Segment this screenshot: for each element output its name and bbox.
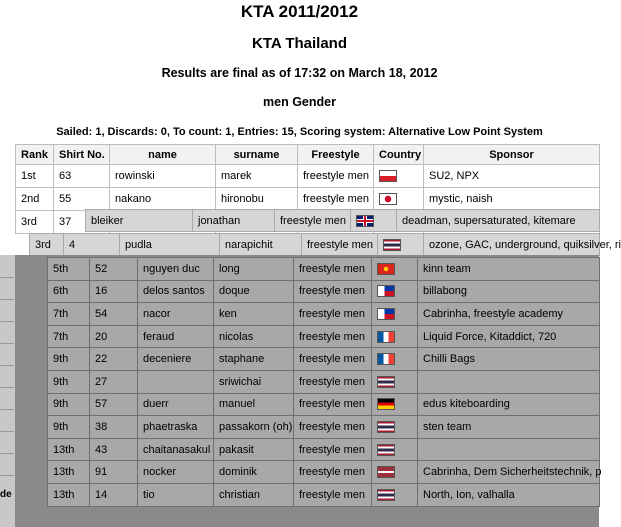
column-header-surname: surname	[216, 145, 298, 165]
freestyle-cell: freestyle men	[294, 483, 372, 506]
sponsor-cell: Cabrinha, Dem Sicherheitstechnik, p	[418, 461, 600, 484]
freestyle-cell: freestyle men	[298, 188, 374, 211]
overlay-fragment-row	[29, 233, 621, 256]
shirt-cell: 14	[90, 483, 138, 506]
japan-flag-icon	[379, 193, 397, 205]
country-cell	[372, 461, 418, 484]
surname-cell: christian	[214, 483, 294, 506]
vietnam-flag-icon	[377, 263, 395, 275]
shirt-cell: 37	[54, 211, 110, 234]
column-header-name: name	[110, 145, 216, 165]
rank-cell: 9th	[48, 370, 90, 393]
country-cell	[372, 483, 418, 506]
column-header-freestyle: Freestyle	[298, 145, 374, 165]
germany-flag-icon	[377, 398, 395, 410]
shirt-cell: 57	[90, 393, 138, 416]
freestyle-cell: freestyle men	[294, 280, 372, 303]
shirt-cell: 22	[90, 348, 138, 371]
country-cell	[351, 210, 397, 232]
name-cell: nguyen duc	[138, 258, 214, 281]
sponsor-cell: billabong	[418, 280, 600, 303]
rank-cell: 13th	[48, 483, 90, 506]
thailand-flag-icon	[377, 421, 395, 433]
rank-cell: 2nd	[16, 188, 54, 211]
rank-cell: 7th	[48, 303, 90, 326]
country-cell	[372, 348, 418, 371]
shirt-cell: 38	[90, 416, 138, 439]
table-row	[48, 438, 600, 461]
country-cell	[372, 280, 418, 303]
thailand-flag-icon	[377, 489, 395, 501]
sponsor-cell: Cabrinha, freestyle academy	[418, 303, 600, 326]
freestyle-cell: freestyle men	[302, 234, 378, 256]
country-cell	[372, 258, 418, 281]
name-cell: delos santos	[138, 280, 214, 303]
freestyle-cell: freestyle men	[294, 303, 372, 326]
name-cell: nacor	[138, 303, 214, 326]
surname-cell: staphane	[214, 348, 294, 371]
sponsor-cell	[418, 438, 600, 461]
shirt-cell: 27	[90, 370, 138, 393]
philippines-flag-icon	[377, 308, 395, 320]
name-cell: nakano	[110, 188, 216, 211]
country-cell	[372, 370, 418, 393]
shirt-cell: 55	[54, 188, 110, 211]
left-strip-label: de	[0, 489, 12, 500]
name-cell: tio	[138, 483, 214, 506]
shirt-cell: 54	[90, 303, 138, 326]
name-cell: feraud	[138, 325, 214, 348]
country-cell	[378, 234, 424, 256]
surname-cell: doque	[214, 280, 294, 303]
results-table-panel	[47, 257, 600, 507]
rank-cell: 13th	[48, 438, 90, 461]
surname-cell: dominik	[214, 461, 294, 484]
country-cell	[374, 188, 424, 211]
page-subtitle: KTA Thailand	[252, 35, 347, 52]
freestyle-cell: freestyle men	[294, 325, 372, 348]
table-header-row	[16, 145, 600, 165]
overlay-fragment-row	[85, 209, 600, 232]
surname-cell: pakasit	[214, 438, 294, 461]
rank-cell: 5th	[48, 258, 90, 281]
table-row	[48, 461, 600, 484]
shirt-cell: 63	[54, 165, 110, 188]
name-cell: pudla	[120, 234, 220, 256]
freestyle-cell: freestyle men	[298, 165, 374, 188]
column-header-rank: Rank	[16, 145, 54, 165]
rank-cell: 9th	[48, 348, 90, 371]
philippines-flag-icon	[377, 285, 395, 297]
shirt-cell: 16	[90, 280, 138, 303]
table-row	[48, 370, 600, 393]
table-row	[48, 416, 600, 439]
freestyle-cell: freestyle men	[275, 210, 351, 232]
country-cell	[372, 303, 418, 326]
name-cell: chaitanasakul	[138, 438, 214, 461]
france-flag-icon	[377, 331, 395, 343]
shirt-cell: 52	[90, 258, 138, 281]
sponsor-cell: edus kiteboarding	[418, 393, 600, 416]
surname-cell: hironobu	[216, 188, 298, 211]
name-cell: rowinski	[110, 165, 216, 188]
table-row	[48, 325, 600, 348]
rank-cell: 1st	[16, 165, 54, 188]
table-row	[48, 393, 600, 416]
uk-flag-icon	[356, 215, 374, 227]
name-cell: duerr	[138, 393, 214, 416]
name-cell: deceniere	[138, 348, 214, 371]
table-row	[48, 303, 600, 326]
thailand-flag-icon	[377, 444, 395, 456]
shirt-cell: 20	[90, 325, 138, 348]
thailand-flag-icon	[383, 239, 401, 251]
freestyle-cell: freestyle men	[294, 348, 372, 371]
sponsor-cell: North, Ion, valhalla	[418, 483, 600, 506]
freestyle-cell: freestyle men	[294, 393, 372, 416]
sponsor-cell: Liquid Force, Kitaddict, 720	[418, 325, 600, 348]
sponsor-cell: ozone, GAC, underground, quiksilver, ri	[424, 234, 600, 256]
rank-cell: 13th	[48, 461, 90, 484]
surname-cell: sriwichai	[214, 370, 294, 393]
sponsor-cell: mystic, naish	[424, 188, 600, 211]
rank-cell: 9th	[48, 416, 90, 439]
france-flag-icon	[377, 353, 395, 365]
shirt-cell: 4	[64, 234, 120, 256]
sponsor-cell: deadman, supersaturated, kitemare	[397, 210, 600, 232]
freestyle-cell: freestyle men	[294, 461, 372, 484]
table-row	[48, 348, 600, 371]
group-heading: men Gender	[263, 95, 336, 109]
table-row	[16, 165, 600, 188]
sponsor-cell: kinn team	[418, 258, 600, 281]
rank-cell: 6th	[48, 280, 90, 303]
rank-cell: 3rd	[16, 211, 54, 234]
surname-cell: nicolas	[214, 325, 294, 348]
scoring-summary: Sailed: 1, Discards: 0, To count: 1, Entries: 15, Scoring system: Alternative Low Point System	[56, 126, 543, 138]
surname-cell: ken	[214, 303, 294, 326]
surname-cell: narapichit	[220, 234, 302, 256]
shirt-cell: 43	[90, 438, 138, 461]
table-row	[16, 188, 600, 211]
rank-cell: 3rd	[30, 234, 64, 256]
table-row	[48, 280, 600, 303]
table-row	[48, 483, 600, 506]
surname-cell: jonathan	[193, 210, 275, 232]
sponsor-cell: SU2, NPX	[424, 165, 600, 188]
country-cell	[372, 416, 418, 439]
sponsor-cell: Chilli Bags	[418, 348, 600, 371]
shirt-cell: 91	[90, 461, 138, 484]
surname-cell: manuel	[214, 393, 294, 416]
table-row	[86, 210, 600, 232]
surname-cell: passakorn (oh)	[214, 416, 294, 439]
freestyle-cell: freestyle men	[294, 258, 372, 281]
surname-cell: marek	[216, 165, 298, 188]
sponsor-cell: sten team	[418, 416, 600, 439]
left-strip	[0, 255, 15, 527]
rank-cell: 7th	[48, 325, 90, 348]
country-cell	[374, 165, 424, 188]
country-cell	[372, 438, 418, 461]
table-row	[30, 234, 600, 256]
name-cell	[138, 370, 214, 393]
results-note: Results are final as of 17:32 on March 18, 2012	[161, 66, 438, 80]
rank-cell: 9th	[48, 393, 90, 416]
thailand-flag-icon	[377, 376, 395, 388]
surname-cell: long	[214, 258, 294, 281]
column-header-sponsor: Sponsor	[424, 145, 600, 165]
freestyle-cell: freestyle men	[294, 438, 372, 461]
country-cell	[372, 325, 418, 348]
name-cell: nocker	[138, 461, 214, 484]
sponsor-cell	[418, 370, 600, 393]
latvia-flag-icon	[377, 466, 395, 478]
freestyle-cell: freestyle men	[294, 370, 372, 393]
country-cell	[372, 393, 418, 416]
poland-flag-icon	[379, 170, 397, 182]
freestyle-cell: freestyle men	[294, 416, 372, 439]
column-header-country: Country	[374, 145, 424, 165]
table-row	[48, 258, 600, 281]
name-cell: phaetraska	[138, 416, 214, 439]
page-title: KTA 2011/2012	[240, 2, 359, 21]
column-header-shirt: Shirt No.	[54, 145, 110, 165]
name-cell: bleiker	[86, 210, 193, 232]
